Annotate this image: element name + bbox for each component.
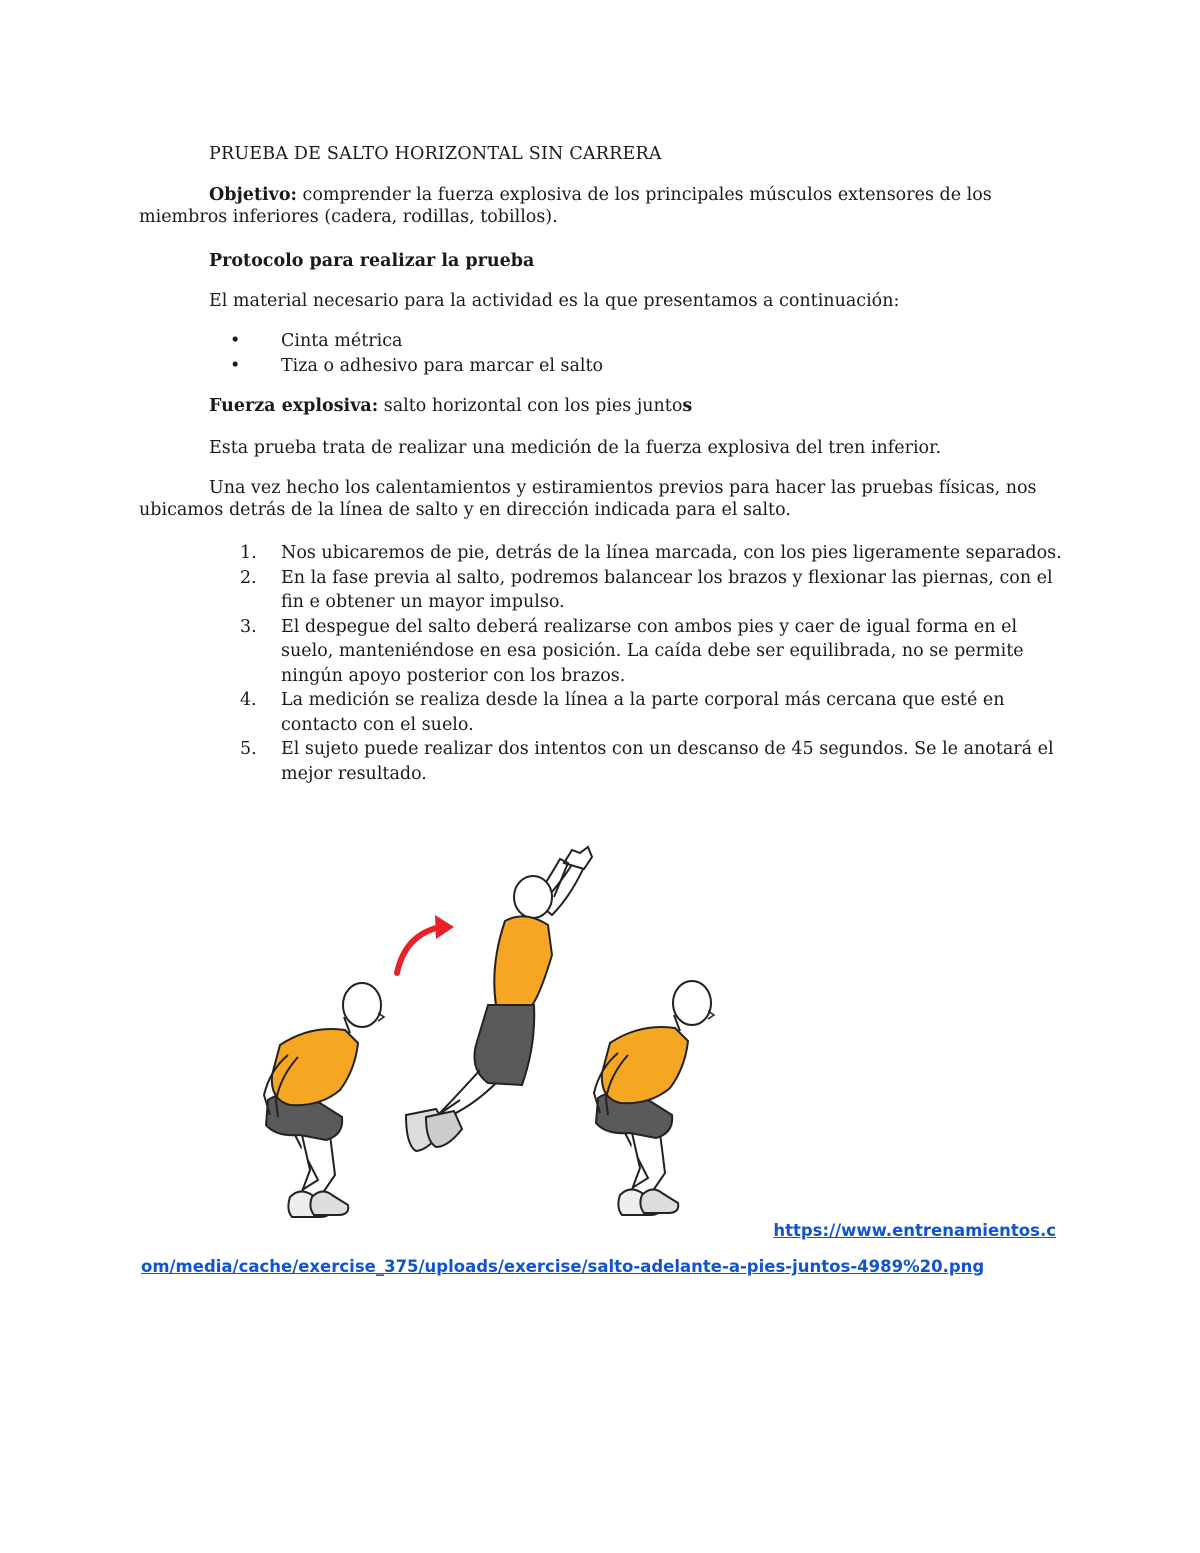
- protocolo-heading: Protocolo para realizar la prueba: [209, 251, 535, 271]
- crouch-figure-start: [264, 983, 384, 1217]
- jump-illustration: [240, 845, 830, 1235]
- step-number: 2.: [240, 567, 257, 588]
- objetivo-paragraph: [139, 184, 1069, 228]
- document-title: PRUEBA DE SALTO HORIZONTAL SIN CARRERA: [209, 144, 662, 164]
- list-item: [230, 354, 603, 379]
- fuerza-label: Fuerza explosiva:: [209, 396, 379, 416]
- curved-arrow-icon: [397, 915, 454, 973]
- step-number: 5.: [240, 739, 257, 759]
- bullet-icon: •: [230, 331, 241, 351]
- fuerza-paragraph: [209, 395, 1139, 417]
- step-text: Nos ubicaremos de pie, detrás de la línea marcada, con los pies ligeramente separados.: [281, 543, 1062, 563]
- list-item: [240, 737, 1070, 786]
- step-text: El despegue del salto deberá realizarse con ambos pies y caer de igual forma en el suelo, manteniéndose en esa posición. La caída debe ser equilibrada, no se permite ningún apoyo posterior con los brazos.: [281, 616, 1024, 686]
- step-number: 3.: [240, 616, 257, 637]
- list-item-text: Cinta métrica: [281, 331, 403, 351]
- esta-prueba-paragraph: Esta prueba trata de realizar una medición de la fuerza explosiva del tren inferior.: [209, 438, 942, 458]
- list-item: [240, 566, 1070, 615]
- bullet-icon: •: [230, 356, 241, 376]
- step-text: La medición se realiza desde la línea a la parte corporal más cercana que esté en contacto con el suelo.: [281, 690, 1005, 735]
- jump-figure-air: [406, 847, 592, 1151]
- fuerza-text: salto horizontal con los pies junto: [378, 396, 683, 416]
- steps-list: [240, 541, 1070, 786]
- material-intro: El material necesario para la actividad es la que presentamos a continuación:: [209, 291, 900, 311]
- crouch-figure-landing: [594, 981, 714, 1215]
- step-text: En la fase previa al salto, podremos balancear los brazos y flexionar las piernas, con el fin e obtener un mayor impulso.: [281, 567, 1053, 612]
- step-text: El sujeto puede realizar dos intentos con un descanso de 45 segundos. Se le anotará el mejor resultado.: [281, 739, 1054, 784]
- objetivo-text: comprender la fuerza explosiva de los principales músculos extensores de los miembros inferiores (cadera, rodillas, tobillos).: [139, 185, 992, 227]
- source-link-line1[interactable]: https://www.entrenamientos.c: [773, 1221, 1056, 1240]
- list-item-text: Tiza o adhesivo para marcar el salto: [281, 356, 604, 376]
- materials-list: [230, 329, 603, 379]
- step-number: 1.: [240, 543, 257, 563]
- list-item: [240, 688, 1070, 737]
- source-link-line2[interactable]: om/media/cache/exercise_375/uploads/exercise/salto-adelante-a-pies-juntos-4989%20.png: [141, 1257, 985, 1276]
- list-item: [230, 329, 603, 354]
- fuerza-tail: s: [682, 396, 693, 416]
- list-item: [240, 541, 1070, 566]
- una-vez-paragraph: Una vez hecho los calentamientos y estiramientos previos para hacer las pruebas físicas, nos ubicamos detrás de la línea de salto y en dirección indicada para el salto.: [139, 478, 1037, 520]
- objetivo-label: Objetivo:: [209, 185, 297, 205]
- step-number: 4.: [240, 690, 257, 710]
- list-item: [240, 615, 1070, 689]
